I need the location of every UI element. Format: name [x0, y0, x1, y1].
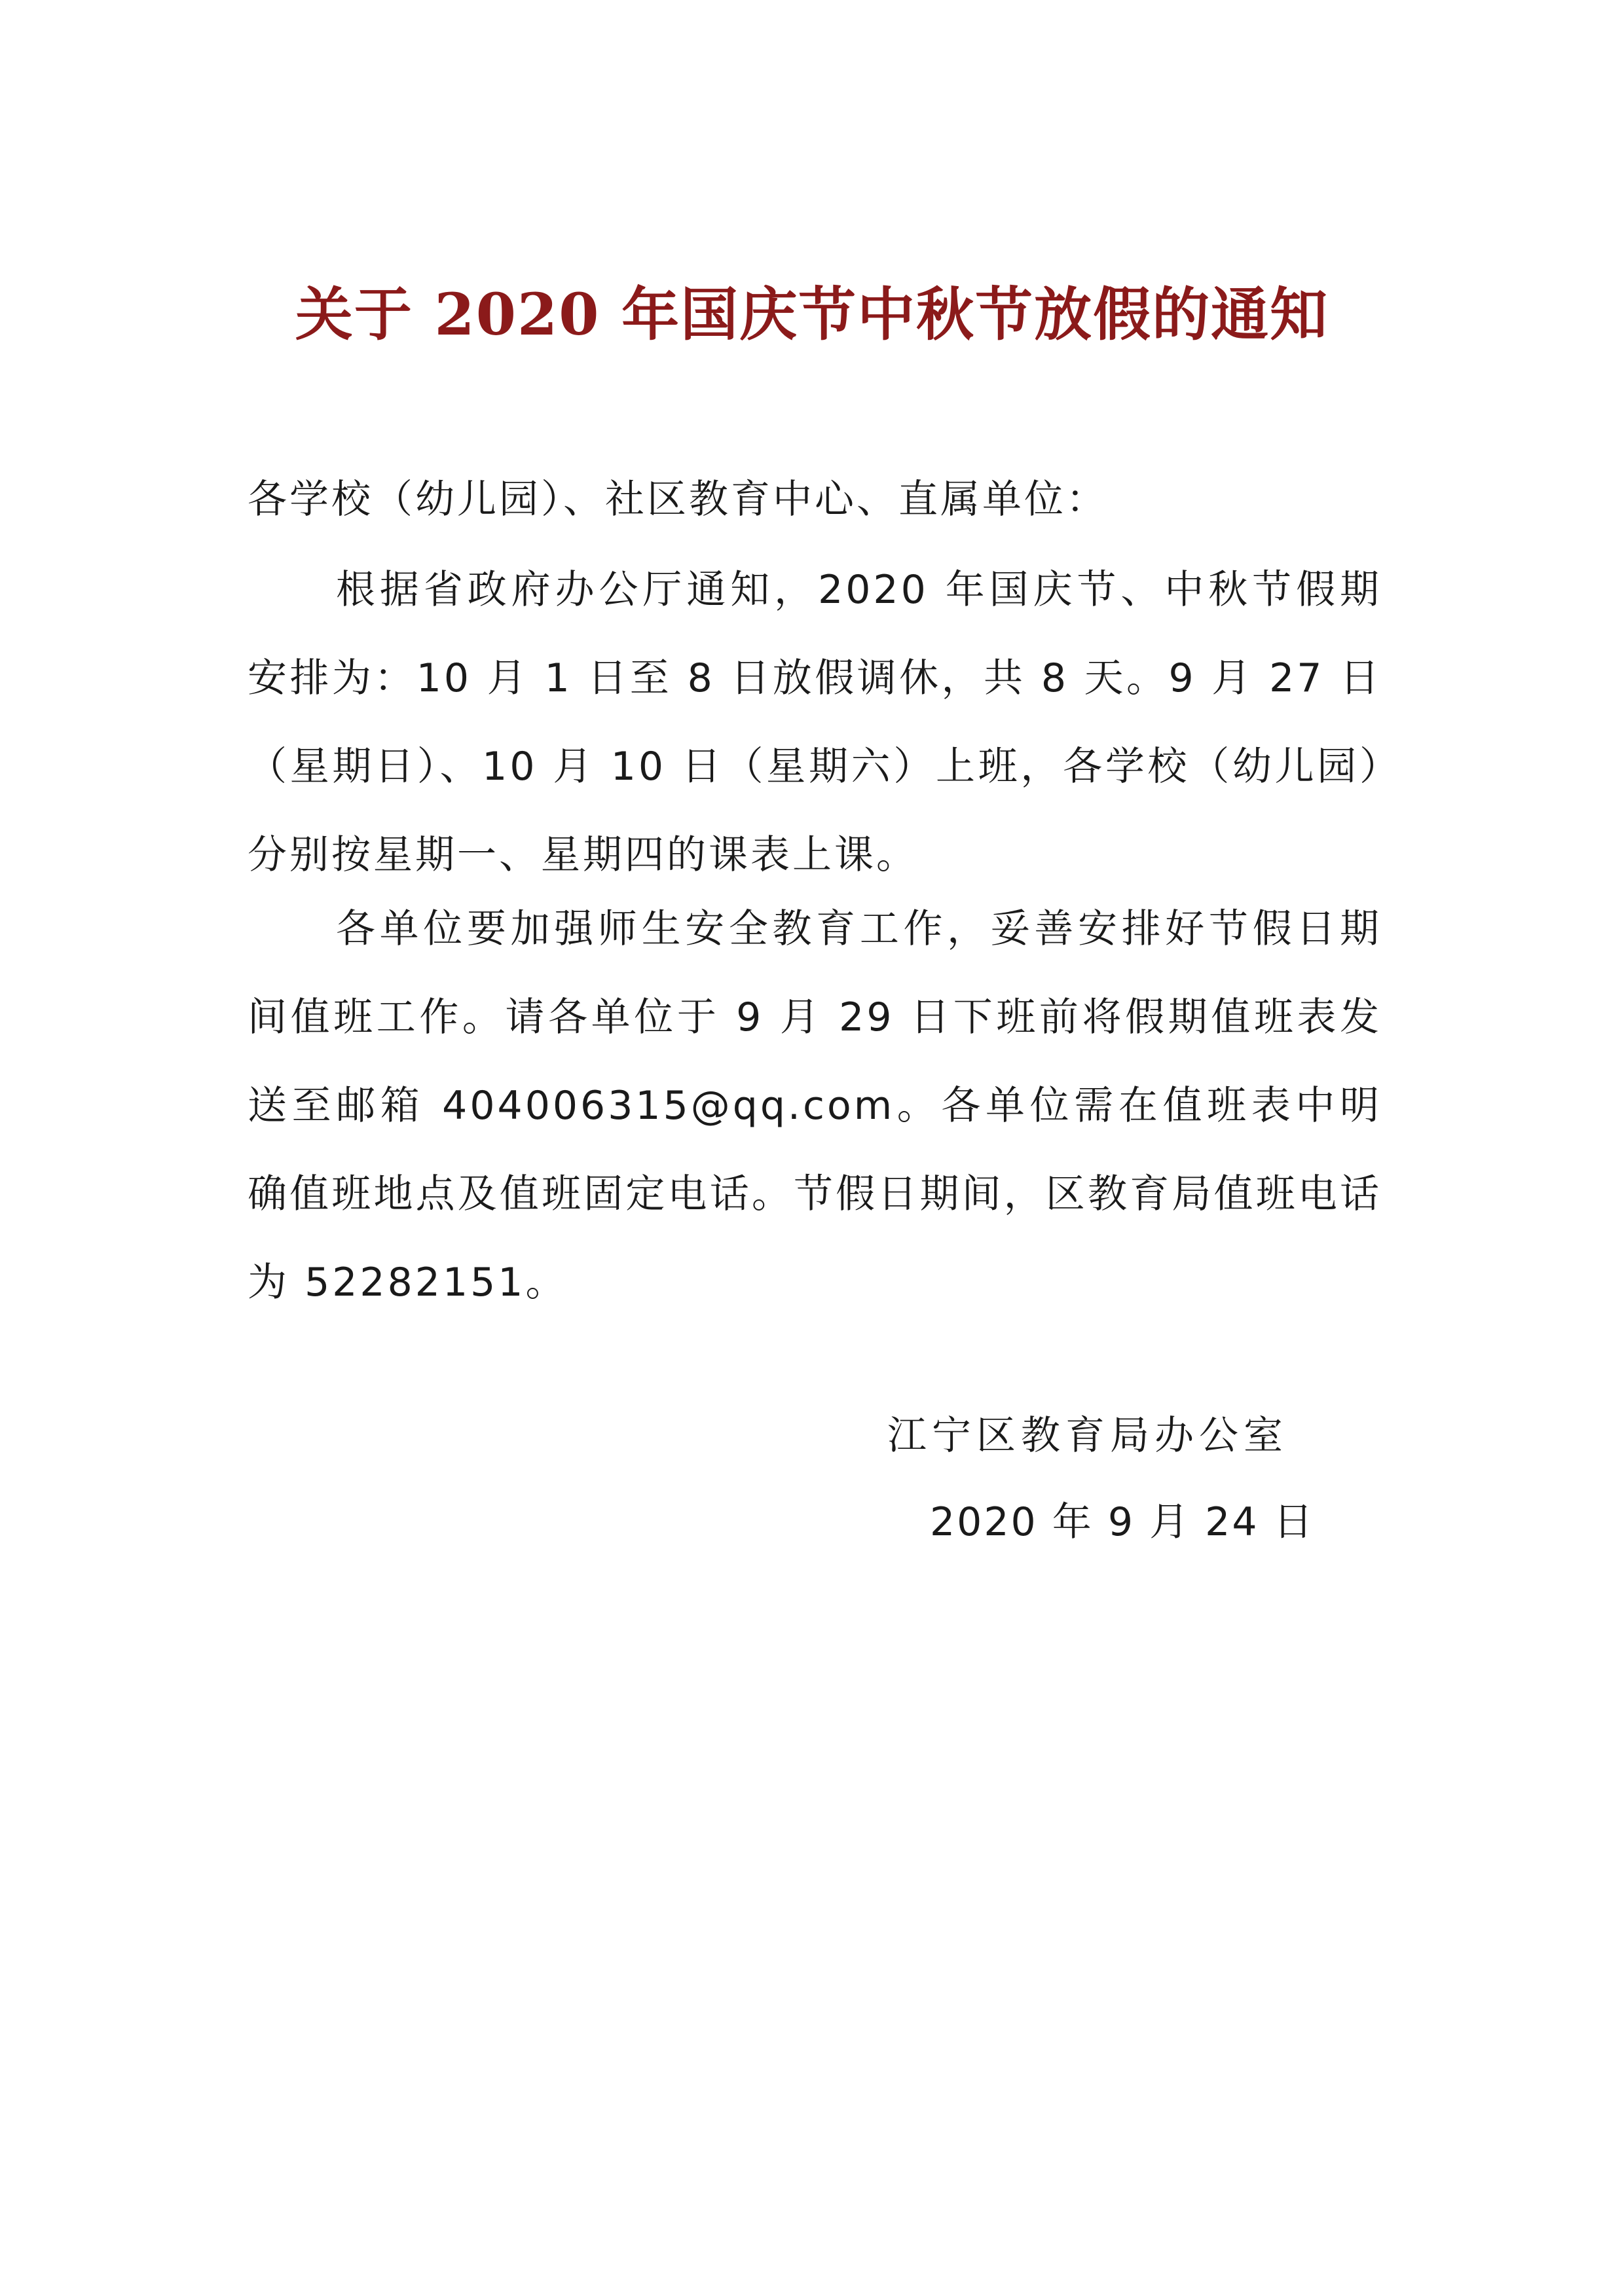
issuer-signature: 江宁区教育局办公室: [887, 1413, 1288, 1459]
issue-date: 2020 年 9 月 24 日: [930, 1499, 1315, 1545]
salutation: 各学校（幼儿园）、社区教育中心、直属单位：: [248, 477, 1108, 522]
paragraph-holiday-schedule: 根据省政府办公厅通知，2020 年国庆节、中秋节假期安排为：10 月 1 日至 8 日放假调休，共 8 天。9 月 27 日（星期日）、10 月 10 日（星期六）上班，各学校（幼儿园）分别按星期一、星期四的课表上课。: [248, 567, 1382, 878]
paragraph-duty-arrangement: 各单位要加强师生安全教育工作，妥善安排好节假日期间值班工作。请各单位于 9 月 29 日下班前将假期值班表发送至邮箱 404006315@qq.com。各单位需在值班表中明确值班地点及值班固定电话。节假日期间，区教育局值班电话为 52282151。: [248, 906, 1382, 1305]
document-title: 关于 2020 年国庆节中秋节放假的通知: [295, 280, 1329, 348]
